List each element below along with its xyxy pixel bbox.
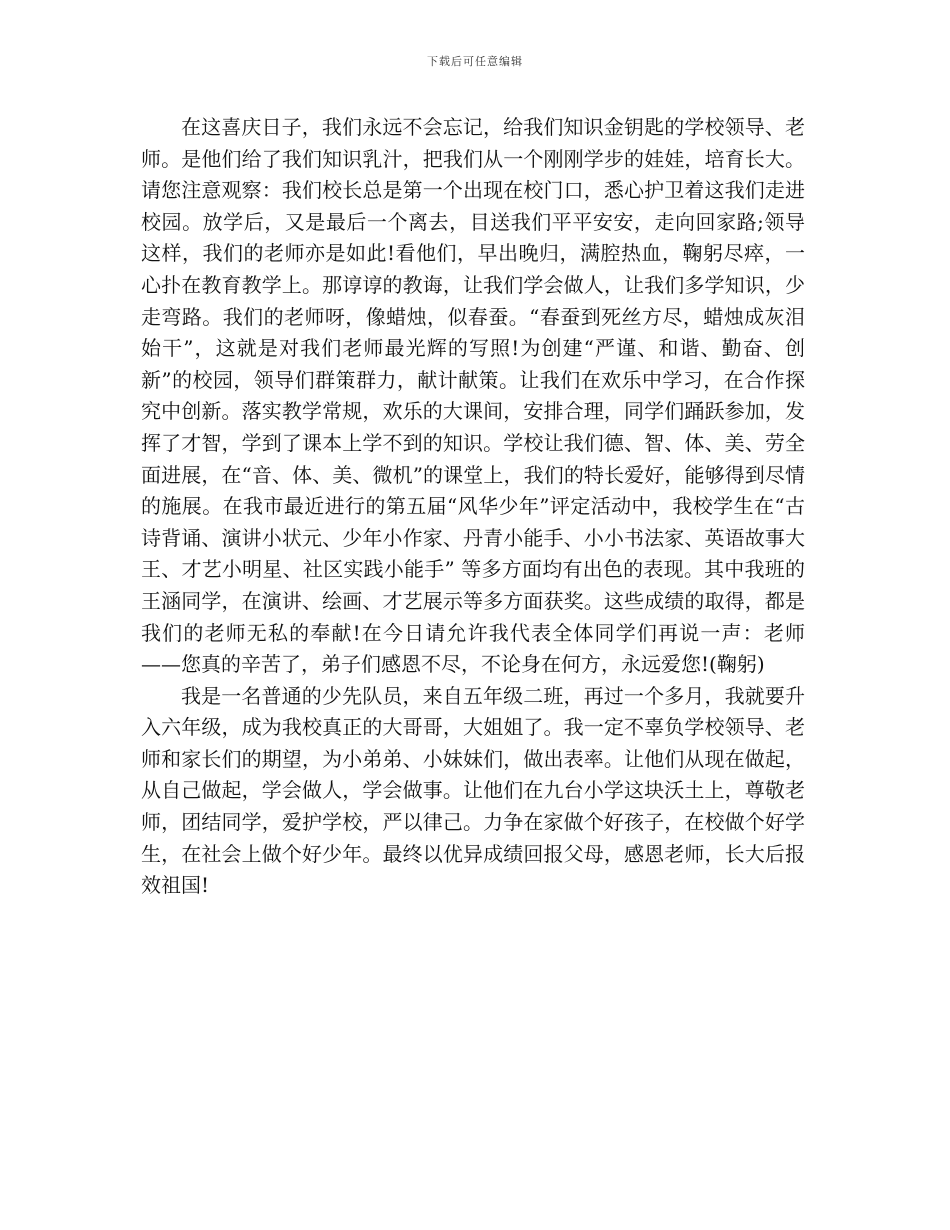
- document-body: [141, 112, 805, 902]
- paragraph-2: 我是一名普通的少先队员，来自五年级二班，再过一个多月，我就要升入六年级，成为我校真正的大哥哥，大姐姐了。我一定不辜负学校领导、老师和家长们的期望，为小弟弟、小妹妹们，做出表率。让他们从现在做起，从自己做起，学会做人，学会做事。让他们在九台小学这块沃土上，尊敬老师，团结同学，爱护学校，严以律己。力争在家做个好孩子，在校做个好学生，在社会上做个好少年。最终以优异成绩回报父母，感恩老师，长大后报效祖国!: [141, 683, 805, 898]
- paragraph-1: 在这喜庆日子，我们永远不会忘记，给我们知识金钥匙的学校领导、老师。是他们给了我们知识乳汁，把我们从一个刚刚学步的娃娃，培育长大。请您注意观察：我们校长总是第一个出现在校门口，悉心护卫着这我们走进校园。放学后，又是最后一个离去，目送我们平平安安，走向回家路;领导这样，我们的老师亦是如此!看他们，早出晚归，满腔热血，鞠躬尽瘁，一心扑在教育教学上。那谆谆的教诲，让我们学会做人，让我们多学知识，少走弯路。我们的老师呀，像蜡烛，似春蚕。“春蚕到死丝方尽，蜡烛成灰泪始干”，这就是对我们老师最光辉的写照!为创建“严谨、和谐、勤奋、创新”的校园，领导们群策群力，献计献策。让我们在欢乐中学习，在合作探究中创新。落实教学常规，欢乐的大课间，安排合理，同学们踊跃参加，发挥了才智，学到了课本上学不到的知识。学校让我们德、智、体、美、劳全面进展，在“音、体、美、微机”的课堂上，我们的特长爱好，能够得到尽情的施展。在我市最近进行的第五届“风华少年”评定活动中，我校学生在“古诗背诵、演讲小状元、少年小作家、丹青小能手、小小书法家、英语故事大王、才艺小明星、社区实践小能手” 等多方面均有出色的表现。其中我班的王涵同学，在演讲、绘画、才艺展示等多方面获奖。这些成绩的取得，都是我们的老师无私的奉献!在今日请允许我代表全体同学们再说一声：老师——您真的辛苦了，弟子们感恩不尽，不论身在何方，永远爱您!(鞠躬): [141, 115, 805, 677]
- header-note: 下载后可任意编辑: [427, 55, 523, 68]
